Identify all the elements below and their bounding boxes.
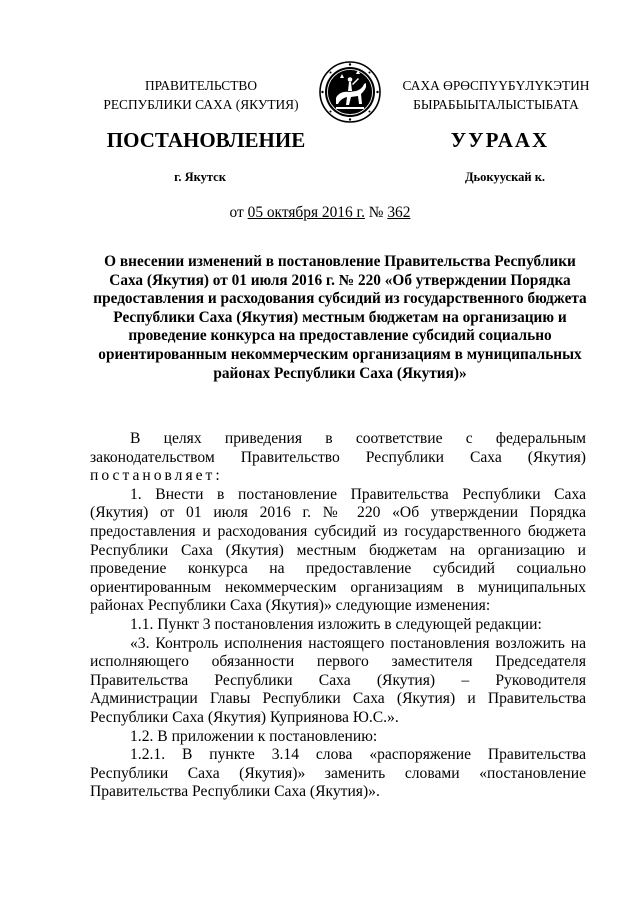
header-left-line2: РЕСПУБЛИКИ САХА (ЯКУТИЯ) [103, 97, 299, 112]
body-paragraph-1-1-quote: «3. Контроль исполнения настоящего постановления возложить на исполняющего обязанности первого заместителя Председателя Правительства Республики Саха (Якутия) – Руководителя Администрации Главы Республики Саха (Якутия) и Правительства Республики Саха (Якутия) Куприянова Ю.С.». [90, 634, 586, 726]
title-left: ПОСТАНОВЛЕНИЕ [106, 128, 306, 152]
coat-of-arms-emblem [318, 60, 382, 124]
header-right-line1: САХА ӨРӨСПҮҮБҮЛҮКЭТИН [402, 78, 590, 93]
city-left: г. Якутск [174, 170, 226, 184]
body-intro-text: В целях приведения в соответствие с федеральным законодательством Правительство Республики Саха (Якутия) [90, 430, 586, 466]
city-right: Дьокуускай к. [464, 170, 546, 184]
decree-body [90, 430, 586, 802]
header-right [394, 76, 598, 114]
body-paragraph-1-2: 1.2. В приложении к постановлению: [130, 727, 378, 745]
date-prefix: от [229, 204, 248, 221]
body-intro-decree: постановляет: [90, 467, 223, 485]
body-paragraph-1: 1. Внести в постановление Правительства Республики Саха (Якутия) от 01 июля 2016 г. № 220 «Об утверждении Порядка предоставления и расходования субсидий из государственного бюджета Республики Саха (Якутия) местным бюджетам на организацию и проведение конкурса на предоставление субсидий социально ориентированным некоммерческим организациям в муниципальных районах Республики Саха (Якутия)» следующие изменения: [90, 485, 586, 615]
emblem-graphic [318, 60, 382, 124]
body-paragraph-1-2-1: 1.2.1. В пункте 3.14 слова «распоряжение Правительства Республики Саха (Якутия)» заменить словами «постановление Правительства Республики Саха (Якутия)». [90, 746, 586, 801]
decree-subject: О внесении изменений в постановление Правительства Республики Саха (Якутия) от 01 июля 2016 г. № 220 «Об утверждении Порядка предоставления и расходования субсидий из государственного бюджета Республики Саха (Якутия) местным бюджетам на организацию и проведение конкурса на предоставление субсидий социально ориентированным некоммерческим организациям в муниципальных районах Республики Саха (Якутия)» [93, 253, 587, 382]
decree-date: 05 октября 2016 г. [247, 204, 365, 221]
body-paragraph-1-1: 1.1. Пункт 3 постановления изложить в следующей редакции: [130, 615, 542, 633]
header-right-line2: БЫРАБЫЫТАЛЫСТЫБАТА [413, 97, 579, 112]
header-left [96, 76, 306, 114]
header-left-line1: ПРАВИТЕЛЬСТВО [144, 78, 257, 93]
decree-number: 362 [387, 204, 411, 221]
title-right: УУРААХ [450, 128, 550, 152]
body-intro [90, 430, 586, 486]
number-prefix: № [364, 204, 388, 221]
decree-date-line [0, 204, 640, 222]
